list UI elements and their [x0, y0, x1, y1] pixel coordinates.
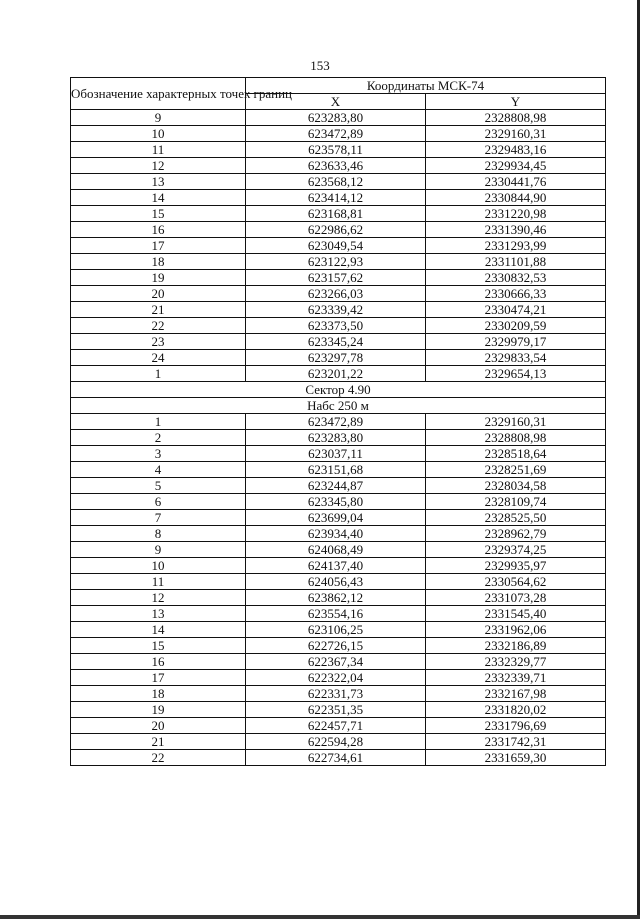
x-coordinate-cell: 623373,50 [246, 318, 426, 334]
table-row [71, 478, 606, 494]
y-coordinate-cell: 2329935,97 [426, 558, 606, 574]
x-coordinate-cell: 622594,28 [246, 734, 426, 750]
x-coordinate-cell: 623168,81 [246, 206, 426, 222]
point-number-cell: 12 [71, 158, 246, 174]
table-row [71, 542, 606, 558]
table-row [71, 286, 606, 302]
x-coordinate-cell: 623699,04 [246, 510, 426, 526]
y-coordinate-cell: 2331390,46 [426, 222, 606, 238]
point-number-cell: 10 [71, 126, 246, 142]
x-coordinate-cell: 622726,15 [246, 638, 426, 654]
x-coordinate-cell: 622734,61 [246, 750, 426, 766]
x-coordinate-cell: 623578,11 [246, 142, 426, 158]
y-coordinate-cell: 2331545,40 [426, 606, 606, 622]
x-coordinate-cell: 622367,34 [246, 654, 426, 670]
x-coordinate-cell: 623345,24 [246, 334, 426, 350]
x-column-header: X [246, 94, 426, 110]
table-row [71, 606, 606, 622]
y-coordinate-cell: 2329654,13 [426, 366, 606, 382]
point-number-cell: 16 [71, 222, 246, 238]
table-row [71, 654, 606, 670]
point-number-cell: 18 [71, 686, 246, 702]
table-row [71, 622, 606, 638]
table-row [71, 318, 606, 334]
x-coordinate-cell: 623106,25 [246, 622, 426, 638]
table-row [71, 462, 606, 478]
table-row [71, 430, 606, 446]
y-coordinate-cell: 2329483,16 [426, 142, 606, 158]
y-coordinate-cell: 2328518,64 [426, 446, 606, 462]
table-row [71, 366, 606, 382]
x-coordinate-cell: 623283,80 [246, 110, 426, 126]
y-column-header: Y [426, 94, 606, 110]
table-row [71, 206, 606, 222]
coord-system-header: Координаты МСК-74 [246, 78, 606, 94]
table-row [71, 174, 606, 190]
x-coordinate-cell: 623037,11 [246, 446, 426, 462]
x-coordinate-cell: 623266,03 [246, 286, 426, 302]
y-coordinate-cell: 2331742,31 [426, 734, 606, 750]
point-number-cell: 8 [71, 526, 246, 542]
y-coordinate-cell: 2332186,89 [426, 638, 606, 654]
point-number-cell: 9 [71, 542, 246, 558]
point-number-cell: 6 [71, 494, 246, 510]
x-coordinate-cell: 623201,22 [246, 366, 426, 382]
x-coordinate-cell: 623151,68 [246, 462, 426, 478]
x-coordinate-cell: 623283,80 [246, 430, 426, 446]
point-number-cell: 17 [71, 670, 246, 686]
table-row [71, 334, 606, 350]
point-number-cell: 4 [71, 462, 246, 478]
x-coordinate-cell: 623339,42 [246, 302, 426, 318]
point-number-cell: 13 [71, 606, 246, 622]
point-label-header: Обозначение характерных точек границ [71, 78, 246, 110]
x-coordinate-cell: 623049,54 [246, 238, 426, 254]
y-coordinate-cell: 2328525,50 [426, 510, 606, 526]
table-row [71, 414, 606, 430]
y-coordinate-cell: 2328808,98 [426, 110, 606, 126]
table-row [71, 110, 606, 126]
table-row [71, 638, 606, 654]
x-coordinate-cell: 623414,12 [246, 190, 426, 206]
coordinates-table [70, 77, 606, 766]
table-row [71, 686, 606, 702]
point-number-cell: 13 [71, 174, 246, 190]
point-number-cell: 17 [71, 238, 246, 254]
y-coordinate-cell: 2330564,62 [426, 574, 606, 590]
point-number-cell: 23 [71, 334, 246, 350]
table-row [71, 302, 606, 318]
point-number-cell: 12 [71, 590, 246, 606]
y-coordinate-cell: 2329833,54 [426, 350, 606, 366]
sector-title: Сектор 4.90 [71, 382, 606, 398]
x-coordinate-cell: 622351,35 [246, 702, 426, 718]
y-coordinate-cell: 2330474,21 [426, 302, 606, 318]
table-row [71, 734, 606, 750]
point-number-cell: 19 [71, 270, 246, 286]
table-row [71, 222, 606, 238]
x-coordinate-cell: 623862,12 [246, 590, 426, 606]
point-number-cell: 9 [71, 110, 246, 126]
table-row [71, 494, 606, 510]
table-row [71, 590, 606, 606]
table-row [71, 702, 606, 718]
table-row [71, 670, 606, 686]
sector-subtitle: Набс 250 м [71, 398, 606, 414]
y-coordinate-cell: 2330441,76 [426, 174, 606, 190]
y-coordinate-cell: 2328808,98 [426, 430, 606, 446]
x-coordinate-cell: 624068,49 [246, 542, 426, 558]
point-number-cell: 20 [71, 286, 246, 302]
y-coordinate-cell: 2330832,53 [426, 270, 606, 286]
x-coordinate-cell: 622986,62 [246, 222, 426, 238]
table-row [71, 158, 606, 174]
x-coordinate-cell: 624137,40 [246, 558, 426, 574]
y-coordinate-cell: 2332329,77 [426, 654, 606, 670]
table-row [71, 750, 606, 766]
point-number-cell: 16 [71, 654, 246, 670]
x-coordinate-cell: 623554,16 [246, 606, 426, 622]
y-coordinate-cell: 2332339,71 [426, 670, 606, 686]
table-row [71, 510, 606, 526]
point-number-cell: 19 [71, 702, 246, 718]
point-number-cell: 21 [71, 734, 246, 750]
table-row [71, 142, 606, 158]
point-number-cell: 11 [71, 574, 246, 590]
point-number-cell: 15 [71, 638, 246, 654]
y-coordinate-cell: 2331073,28 [426, 590, 606, 606]
scan-edge-bottom [0, 915, 640, 919]
point-number-cell: 2 [71, 430, 246, 446]
x-coordinate-cell: 622322,04 [246, 670, 426, 686]
y-coordinate-cell: 2329160,31 [426, 126, 606, 142]
point-number-cell: 1 [71, 366, 246, 382]
table-row [71, 126, 606, 142]
section-row [71, 398, 606, 414]
x-coordinate-cell: 623633,46 [246, 158, 426, 174]
x-coordinate-cell: 624056,43 [246, 574, 426, 590]
page-number: 153 [310, 58, 330, 73]
x-coordinate-cell: 623568,12 [246, 174, 426, 190]
y-coordinate-cell: 2328109,74 [426, 494, 606, 510]
x-coordinate-cell: 623244,87 [246, 478, 426, 494]
point-number-cell: 22 [71, 318, 246, 334]
table-row [71, 558, 606, 574]
point-number-cell: 11 [71, 142, 246, 158]
section-row [71, 382, 606, 398]
table-row [71, 254, 606, 270]
y-coordinate-cell: 2329374,25 [426, 542, 606, 558]
y-coordinate-cell: 2330666,33 [426, 286, 606, 302]
x-coordinate-cell: 623345,80 [246, 494, 426, 510]
y-coordinate-cell: 2330844,90 [426, 190, 606, 206]
x-coordinate-cell: 623472,89 [246, 414, 426, 430]
point-number-cell: 7 [71, 510, 246, 526]
point-number-cell: 24 [71, 350, 246, 366]
point-number-cell: 1 [71, 414, 246, 430]
y-coordinate-cell: 2329160,31 [426, 414, 606, 430]
point-number-cell: 14 [71, 622, 246, 638]
point-number-cell: 10 [71, 558, 246, 574]
table-row [71, 270, 606, 286]
table-row [71, 718, 606, 734]
point-number-cell: 5 [71, 478, 246, 494]
y-coordinate-cell: 2328034,58 [426, 478, 606, 494]
y-coordinate-cell: 2331101,88 [426, 254, 606, 270]
y-coordinate-cell: 2329979,17 [426, 334, 606, 350]
table-row [71, 350, 606, 366]
point-number-cell: 14 [71, 190, 246, 206]
x-coordinate-cell: 623934,40 [246, 526, 426, 542]
x-coordinate-cell: 622331,73 [246, 686, 426, 702]
x-coordinate-cell: 623157,62 [246, 270, 426, 286]
y-coordinate-cell: 2331820,02 [426, 702, 606, 718]
x-coordinate-cell: 623297,78 [246, 350, 426, 366]
point-number-cell: 18 [71, 254, 246, 270]
table-row [71, 446, 606, 462]
point-number-cell: 22 [71, 750, 246, 766]
y-coordinate-cell: 2331962,06 [426, 622, 606, 638]
y-coordinate-cell: 2331659,30 [426, 750, 606, 766]
point-number-cell: 15 [71, 206, 246, 222]
table-header-row [71, 78, 606, 94]
y-coordinate-cell: 2328251,69 [426, 462, 606, 478]
point-number-cell: 21 [71, 302, 246, 318]
y-coordinate-cell: 2332167,98 [426, 686, 606, 702]
table-row [71, 190, 606, 206]
x-coordinate-cell: 622457,71 [246, 718, 426, 734]
table-row [71, 238, 606, 254]
x-coordinate-cell: 623472,89 [246, 126, 426, 142]
y-coordinate-cell: 2331220,98 [426, 206, 606, 222]
y-coordinate-cell: 2331796,69 [426, 718, 606, 734]
table-row [71, 574, 606, 590]
table-row [71, 526, 606, 542]
y-coordinate-cell: 2329934,45 [426, 158, 606, 174]
x-coordinate-cell: 623122,93 [246, 254, 426, 270]
point-number-cell: 20 [71, 718, 246, 734]
y-coordinate-cell: 2330209,59 [426, 318, 606, 334]
y-coordinate-cell: 2328962,79 [426, 526, 606, 542]
point-number-cell: 3 [71, 446, 246, 462]
y-coordinate-cell: 2331293,99 [426, 238, 606, 254]
